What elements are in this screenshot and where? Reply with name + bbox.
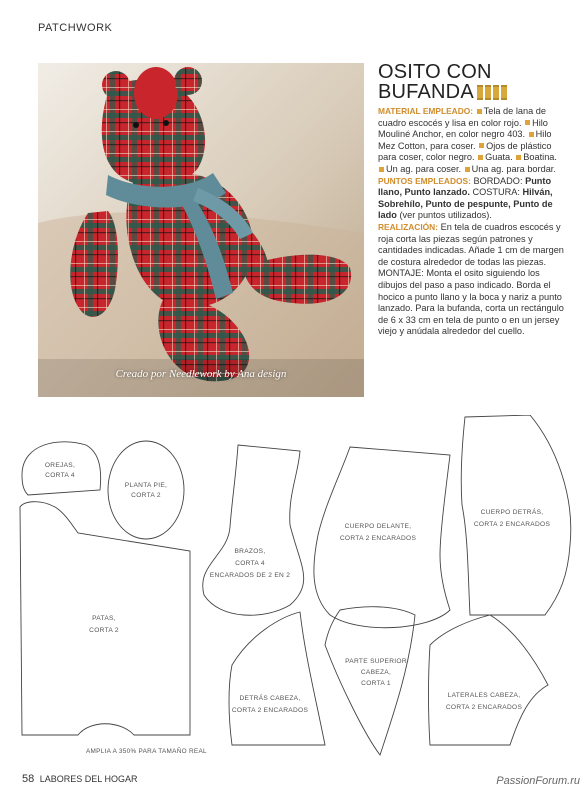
svg-text:CORTA 4 (45, 472, 75, 479)
difficulty-spools-icon (477, 85, 507, 100)
svg-text:PARTE SUPERIOR (345, 658, 407, 665)
label-laterales-2: CORTA 2 ENCARADOS (445, 704, 523, 711)
svg-text:CORTA 2 (89, 627, 119, 634)
materials-item: Tela de lana de cuadro escocés y lisa en color rojo. (378, 106, 546, 128)
materials-item: Hilo Mouliné Anchor, en color negro 403. (378, 117, 548, 140)
svg-text:DETRÁS CABEZA, (240, 693, 301, 702)
materials-label: MATERIAL EMPLEADO: (378, 106, 474, 116)
materials-item: Una ag. para bordar. (471, 163, 556, 174)
svg-text:CORTA 4 (235, 560, 265, 567)
svg-text:CUERPO DETRÁS, (481, 507, 544, 516)
pattern-brazos (203, 445, 304, 615)
label-orejas-2: CORTA 4 (45, 472, 75, 479)
svg-text:BRAZOS, (234, 548, 265, 555)
materials-item: Un ag. para coser. (386, 163, 462, 174)
svg-text:ENCARADOS DE 2 EN 2 (210, 572, 290, 579)
teddy-illustration (38, 63, 364, 397)
svg-text:CORTA 2 ENCARADOS (474, 521, 551, 528)
svg-text:CABEZA, (361, 669, 391, 676)
watermark: PassionForum.ru (496, 775, 580, 787)
label-patas-2: CORTA 2 (89, 627, 119, 634)
svg-text:CORTA 2 ENCARADOS (446, 704, 523, 711)
stitches-label: PUNTOS EMPLEADOS: (378, 175, 471, 186)
title-line-2: BUFANDA (378, 81, 474, 103)
article-title (378, 62, 558, 102)
label-cuerpo-delante-2: CORTA 2 ENCARADOS (339, 535, 417, 542)
label-detras-cabeza-1: DETRÁS CABEZA, (239, 695, 301, 702)
label-brazos-2: CORTA 4 (235, 560, 265, 567)
label-patas-1: PATAS, (92, 615, 116, 622)
title-line-1: OSITO CON (378, 61, 492, 83)
svg-text:CORTA 2 (131, 492, 161, 499)
label-laterales-1: LATERALES CABEZA, (447, 692, 521, 699)
pattern-planta-pie (108, 441, 184, 539)
label-cuerpo-detras-2: CORTA 2 ENCARADOS (473, 521, 551, 528)
stitches-costura-value: Hilván, Sobrehílo, Punto de pespunte, Punto de lado (378, 187, 553, 221)
stitches-bordado: BORDADO: (473, 175, 523, 186)
materials-item: Boatina. (523, 152, 557, 163)
materials-item: Hilo Mez Cotton, para coser. (378, 129, 552, 151)
page-number: 58 (22, 773, 35, 785)
svg-text:LATERALES CABEZA, (448, 692, 521, 699)
pattern-laterales-cabeza (429, 615, 549, 745)
teddy-photo (38, 63, 364, 397)
stitches-bordado-value: Punto llano, Punto lanzado. (378, 175, 552, 198)
label-cuerpo-delante-1: CUERPO DELANTE, (344, 523, 412, 530)
sewing-patterns (0, 415, 588, 770)
svg-text:PLANTA PIE, (125, 482, 167, 489)
photo-credit: Creado por Needlework by Ana design (115, 368, 287, 380)
label-parte-superior-2: CABEZA, (360, 669, 392, 676)
enlarge-note: AMPLIA A 350% PARA TAMAÑO REAL (86, 748, 207, 755)
svg-text:CORTA 2 ENCARADOS (232, 707, 309, 714)
stitches-note: (ver puntos utilizados). (399, 210, 492, 221)
realization-label: REALIZACIÓN: (378, 221, 439, 232)
label-orejas-1: OREJAS, (44, 462, 76, 469)
section-label: PATCHWORK (38, 22, 113, 34)
label-parte-superior-1: PARTE SUPERIOR (345, 658, 407, 665)
svg-text:OREJAS, (45, 462, 75, 469)
label-planta-1: PLANTA PIE, (124, 482, 168, 489)
svg-text:CUERPO DELANTE, (345, 523, 412, 530)
svg-text:PATAS, (92, 615, 116, 622)
label-planta-2: CORTA 2 (131, 492, 161, 499)
article-body (378, 106, 564, 338)
page-footer (22, 773, 137, 785)
label-detras-cabeza-2: CORTA 2 ENCARADOS (231, 707, 309, 714)
realization-text: En tela de cuadros escocés y roja corta las piezas según patrones y cantidades indicadas. Añade 1 cm de margen de costura alrededor de todas las piezas. (378, 221, 564, 267)
label-parte-superior-3: CORTA 1 (361, 680, 391, 687)
montaje-text: MONTAJE: Monta el osito siguiendo los dibujos del paso a paso indicado. Borda el hocico a punto llano y la boca y nariz a punto lanzado. Para la bufanda, corta un rectángulo de 6 x 33 cm en tela de punto o en un jersey viejo y anúdala alrededor del cuello. (378, 268, 564, 337)
materials-item: Guata. (485, 152, 513, 163)
svg-text:CORTA 2 ENCARADOS (340, 535, 417, 542)
stitches-costura: COSTURA: (472, 187, 520, 198)
materials-item: Ojos de plástico para coser, color negro. (378, 140, 552, 163)
magazine-name: LABORES DEL HOGAR (39, 774, 138, 784)
label-brazos-3: ENCARADOS DE 2 EN 2 (209, 572, 291, 579)
label-cuerpo-detras-1: CUERPO DETRÁS, (480, 509, 544, 516)
svg-text:CORTA 1 (361, 680, 391, 687)
label-brazos-1: BRAZOS, (234, 548, 266, 555)
pattern-detras-cabeza (229, 612, 325, 745)
